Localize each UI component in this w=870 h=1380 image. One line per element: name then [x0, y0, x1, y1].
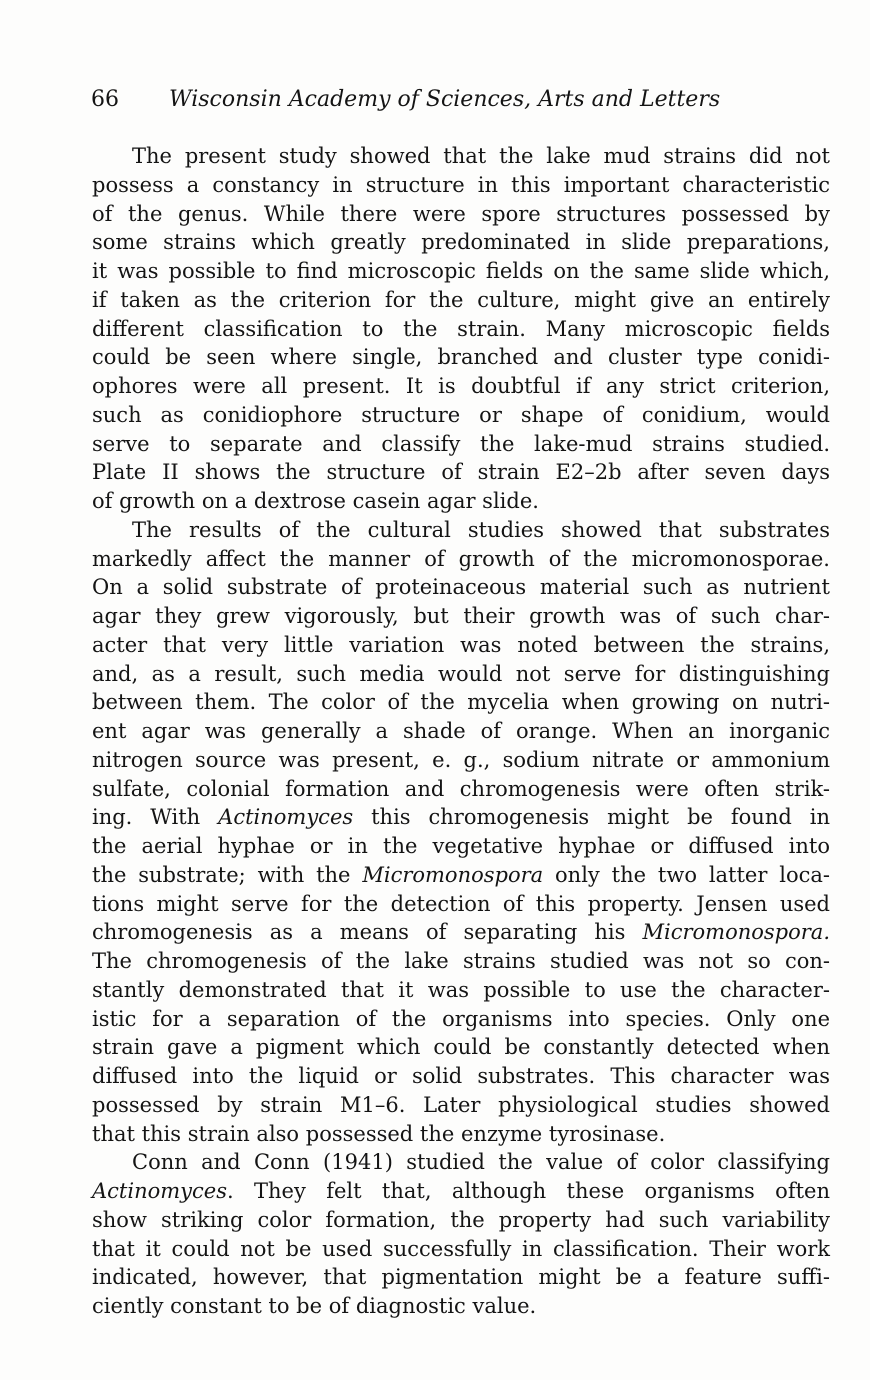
- text-line: [92, 372, 830, 401]
- text-line: [92, 717, 830, 746]
- text-run: ing. With: [92, 805, 219, 830]
- text-line: [92, 1263, 830, 1292]
- text-line: [92, 631, 830, 660]
- text-line: [92, 775, 830, 804]
- paragraph: [92, 516, 830, 1149]
- text-line: [92, 976, 830, 1005]
- text-run: such as conidiophore structure or shape of conidium, would: [92, 402, 830, 427]
- genus-name: Actinomyces: [218, 805, 354, 830]
- text-run: only the two latter loca-: [543, 862, 830, 887]
- text-run: indicated, however, that pigmentation might be a feature suffi-: [92, 1265, 830, 1290]
- text-run: strain gave a pigment which could be constantly detected when: [92, 1035, 830, 1060]
- text-run: could be seen where single, branched and cluster type conidi-: [92, 345, 830, 370]
- text-run: stantly demonstrated that it was possible to use the character-: [92, 977, 830, 1002]
- text-run: if taken as the criterion for the culture, might give an entirely: [92, 287, 830, 312]
- text-run: ciently constant to be of diagnostic value.: [92, 1294, 537, 1318]
- text-run: diffused into the liquid or solid substrates. This character was: [92, 1064, 830, 1088]
- text-line: [92, 343, 830, 372]
- text-run: On a solid substrate of proteinaceous material such as nutrient: [92, 575, 830, 600]
- text-run: serve to separate and classify the lake-mud strains studied.: [92, 431, 830, 456]
- text-run: that this strain also possessed the enzyme tyrosinase.: [92, 1121, 666, 1146]
- page-number: 66: [91, 87, 119, 112]
- text-line: [92, 1206, 830, 1235]
- text-run: markedly affect the manner of growth of the micromonosporae.: [92, 546, 830, 571]
- text-line: [92, 430, 830, 459]
- text-run: chromogenesis as a means of separating his: [92, 920, 643, 945]
- text-line: [92, 602, 830, 631]
- text-line: [92, 918, 830, 947]
- text-run: The present study showed that the lake mud strains did not: [132, 144, 830, 168]
- text-run: possessed by strain M1–6. Later physiological studies showed: [92, 1092, 830, 1117]
- text-line: [92, 746, 830, 775]
- text-run: The chromogenesis of the lake strains studied was not so con-: [92, 949, 830, 973]
- text-run: it was possible to find microscopic fields on the same slide which,: [92, 259, 830, 283]
- text-run: different classification to the strain. Many microscopic fields: [92, 316, 830, 341]
- text-line: [92, 1120, 830, 1149]
- text-run: ophores were all present. It is doubtful if any strict criterion,: [92, 374, 830, 398]
- text-line: [92, 171, 830, 200]
- text-run: and, as a result, such media would not serve for distinguishing: [92, 661, 830, 686]
- text-run: Plate II shows the structure of strain E2–2b after seven days: [92, 460, 830, 485]
- text-line: [92, 1235, 830, 1264]
- text-line: [92, 1091, 830, 1120]
- text-line: [92, 1005, 830, 1034]
- text-line: [92, 947, 830, 976]
- text-run: ent agar was generally a shade of orange. When an inorganic: [92, 719, 830, 743]
- running-header: [91, 80, 781, 120]
- text-line: [92, 401, 830, 430]
- text-run: tions might serve for the detection of this property. Jensen used: [92, 891, 830, 916]
- text-run: The results of the cultural studies showed that substrates: [132, 517, 830, 542]
- text-run: istic for a separation of the organisms into species. Only one: [92, 1006, 830, 1031]
- paragraph: [92, 142, 830, 516]
- text-line: [92, 315, 830, 344]
- text-run: some strains which greatly predominated in slide preparations,: [92, 230, 830, 255]
- text-line: [92, 890, 830, 919]
- text-line: [92, 257, 830, 286]
- text-line: [92, 516, 830, 545]
- text-run: this chromogenesis might be found in: [353, 805, 830, 830]
- text-run: sulfate, colonial formation and chromogenesis were often strik-: [92, 776, 830, 801]
- paragraph: [92, 1148, 830, 1321]
- text-line: [92, 142, 830, 171]
- text-run: agar they grew vigorously, but their growth was of such char-: [92, 604, 830, 628]
- text-line: [92, 1177, 830, 1206]
- text-run: possess a constancy in structure in this important characteristic: [92, 172, 830, 197]
- text-line: [92, 200, 830, 229]
- text-line: [92, 545, 830, 574]
- text-run: of growth on a dextrose casein agar slide.: [92, 489, 539, 513]
- text-line: [92, 1148, 830, 1177]
- text-run: of the genus. While there were spore structures possessed by: [92, 201, 830, 226]
- text-line: [92, 286, 830, 315]
- text-run: that it could not be used successfully in classification. Their work: [92, 1236, 830, 1261]
- text-line: [92, 228, 830, 257]
- text-run: between them. The color of the mycelia when growing on nutri-: [92, 690, 830, 715]
- text-run: acter that very little variation was noted between the strains,: [92, 632, 830, 657]
- genus-name: Micromonospora.: [642, 920, 830, 945]
- text-line: [92, 1292, 830, 1321]
- text-run: the aerial hyphae or in the vegetative hyphae or diffused into: [92, 834, 830, 858]
- text-line: [92, 487, 830, 516]
- text-line: [92, 832, 830, 861]
- text-line: [92, 660, 830, 689]
- text-run: . They felt that, although these organisms often: [227, 1179, 830, 1203]
- text-run: Conn and Conn (1941) studied the value of color classifying: [132, 1150, 830, 1175]
- genus-name: Micromonospora: [362, 862, 544, 887]
- text-line: [92, 861, 830, 890]
- text-line: [92, 1062, 830, 1091]
- text-line: [92, 573, 830, 602]
- body-text: [92, 142, 830, 1321]
- text-line: [92, 688, 830, 717]
- running-title: Wisconsin Academy of Sciences, Arts and Letters: [169, 87, 721, 112]
- text-run: show striking color formation, the property had such variability: [92, 1207, 830, 1232]
- text-run: the substrate; with the: [92, 862, 363, 887]
- genus-name: Actinomyces: [92, 1179, 227, 1203]
- text-line: [92, 803, 830, 832]
- text-line: [92, 458, 830, 487]
- text-line: [92, 1033, 830, 1062]
- text-run: nitrogen source was present, e. g., sodium nitrate or ammonium: [92, 747, 830, 772]
